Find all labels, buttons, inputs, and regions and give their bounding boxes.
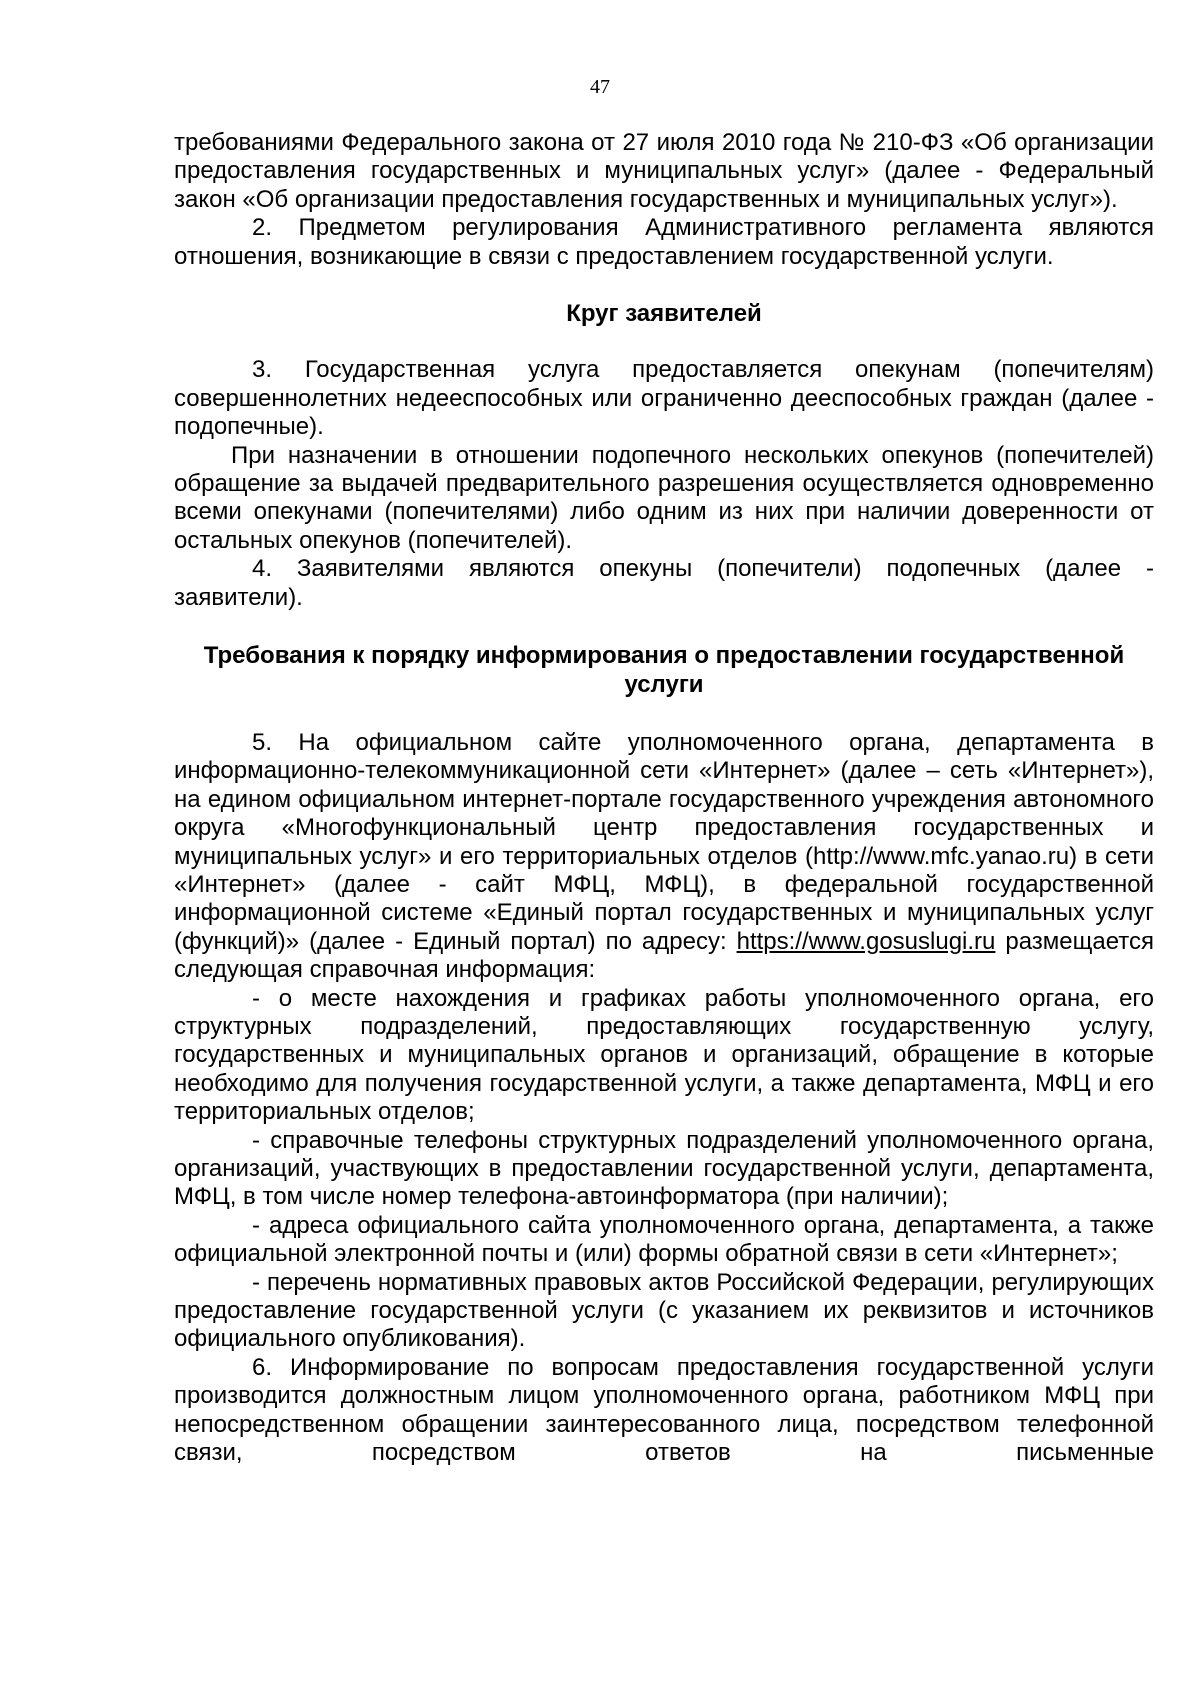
list-item-website-addresses: - адреса официального сайта уполномоченного органа, департамента, а также официальной электронной почты и (или) формы обратной связи в сети «Интернет»; [174, 1211, 1154, 1268]
list-item-phones: - справочные телефоны структурных подразделений уполномоченного органа, организаций, участвующих в предоставлении государственной услуги, департамента, МФЦ, в том числе номер телефона-автоинформатора (при наличии); [174, 1126, 1154, 1211]
paragraph-5 [174, 729, 1154, 985]
list-item-location-schedule: - о месте нахождения и графиках работы уполномоченного органа, его структурных подразделений, предоставляющих государственную услугу, государственных и муниципальных органов и организаций, обращение в которые необходимо для получения государственной услуги, а также департамента, МФЦ и его территориальных отделов; [174, 984, 1154, 1126]
paragraph-5-text-start: 5. На официальном сайте уполномоченного органа, департамента в информационно-телекоммуникационной сети «Интернет» (далее – сеть «Интернет»), на едином официальном интернет-портале государственного учреждения автономного округа «Многофункциональный центр предоставления государственных и муниципальных услуг» и его территориальных отделов (http://www.mfc.yanao.ru) в сети «Интернет» (далее - сайт МФЦ, МФЦ), в федеральной государственной информационной системе «Единый портал государственных и муниципальных услуг (функций)» (далее - Единый портал) по адресу: [174, 728, 1154, 955]
heading-information-requirements: Требования к порядку информирования о предоставлении государственной услуги [203, 642, 1125, 698]
paragraph-3: 3. Государственная услуга предоставляется опекунам (попечителям) совершеннолетних недееспособных или ограниченно дееспособных граждан (далее - подопечные). [174, 356, 1154, 441]
paragraph-2: 2. Предметом регулирования Административного регламента являются отношения, возникающие в связи с предоставлением государственной услуги. [174, 214, 1154, 270]
document-body [174, 129, 1154, 1467]
page-number: 47 [590, 76, 610, 98]
heading-applicants: Круг заявителей [566, 300, 762, 328]
paragraph-6: 6. Информирование по вопросам предоставления государственной услуги производится должностным лицом уполномоченного органа, работником МФЦ при непосредственном обращении заинтересованного лица, посредством телефонной связи, посредством ответов на письменные [174, 1353, 1154, 1467]
gosuslugi-link[interactable]: https://www.gosuslugi.ru [736, 927, 996, 955]
paragraph-4: 4. Заявителями являются опекуны (попечители) подопечных (далее - заявители). [174, 555, 1154, 611]
paragraph-5-text-end: размещается следующая справочная информация: [174, 927, 1155, 984]
paragraph-3b: При назначении в отношении подопечного нескольких опекунов (попечителей) обращение за выдачей предварительного разрешения осуществляется одновременно всеми опекунами (попечителями) либо одним из них при наличии доверенности от остальных опекунов (попечителей). [174, 441, 1154, 554]
paragraph-intro: требованиями Федерального закона от 27 июля 2010 года № 210-ФЗ «Об организации предоставления государственных и муниципальных услуг» (далее - Федеральный закон «Об организации предоставления государственных и муниципальных услуг»). [174, 129, 1154, 213]
list-item-legal-acts: - перечень нормативных правовых актов Российской Федерации, регулирующих предоставление государственной услуги (с указанием их реквизитов и источников официального опубликования). [174, 1268, 1154, 1353]
